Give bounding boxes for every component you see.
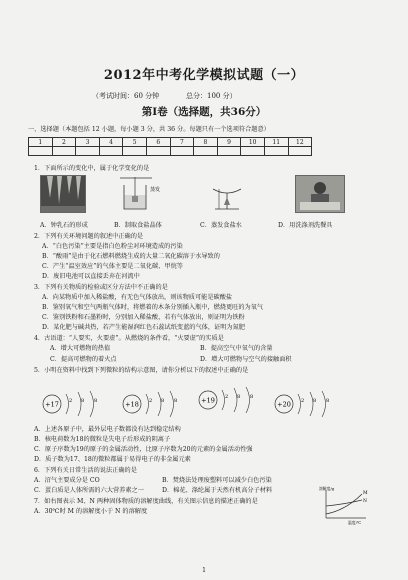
shell-electrons: 2 [225,394,229,400]
answer-number: 7 [170,138,194,147]
answer-blank-row [29,147,312,156]
question-2-stem: 2．下列有关环境问题的叙述中正确的是 [34,233,144,240]
answer-number-row [29,138,312,147]
question-1-stem: 1．下面所示的变化中，属于化学变化的是 [34,165,150,172]
q1-option-b: B．制取食盐晶体 [114,222,162,229]
question-7-stem: 7．如右图表示 M、N 两种固体物质的溶解度曲线，有关图示信息的描述正确的是 [34,498,258,505]
q6-option-a: A．沼气主要成分是 CO [34,477,100,484]
nucleus-charge: +20 [277,400,291,409]
atom-diagram-18 [120,388,190,420]
q4-option-b: B．提高空气中氧气的含量 [200,345,273,352]
stalactite-photo [40,175,86,213]
y-axis-label: 溶解度/g [319,486,335,491]
page-number: 1 [202,567,206,574]
answer-cell[interactable] [194,147,218,156]
shell-electrons: 8 [174,398,178,404]
shell-electrons: 8 [250,394,254,400]
q5-option-a: A．上述各原子中，最外层电子数都没有达到稳定结构 [34,426,181,433]
q3-option-b: B．鉴别氧气和空气两瓶气体时，将燃着的木条分别插入瓶中，燃烧更旺的为氧气 [42,304,264,311]
exam-time: （考试时间：60 分钟 [92,92,160,100]
q1-option-d: D．用洗涤剂洗餐具 [278,222,333,229]
atom-diagram-20 [272,388,342,420]
svg-text:蒸发: 蒸发 [150,187,161,193]
question-6-stem: 6．下列有关日常生活的说法正确的是 [34,467,137,474]
shell-electrons: 2 [301,398,305,404]
shell-electrons: 8 [94,398,98,404]
total-score: 总分：100 分） [186,92,237,100]
q6-option-b: B．焚烧法处理废塑料可以减少白色污染 [162,477,272,484]
answer-cell[interactable] [241,147,265,156]
q2-option-a: A．“白色污染”主要是指白色粉尘对环境造成的污染 [42,243,183,250]
curve-n [326,500,362,506]
shell-electrons: 8 [237,394,241,400]
q3-option-d: D．某化肥与碱共热，若产生能湿润红色石蕊试纸变蓝的气体，证明为氮肥 [42,324,245,331]
salt-crystal-apparatus [116,175,168,213]
answer-number: 4 [99,138,123,147]
answer-number: 9 [217,138,241,147]
x-axis-label: 温度/℃ [348,520,362,525]
answer-cell[interactable] [288,147,312,156]
answer-number: 12 [288,138,312,147]
answer-cell[interactable] [146,147,170,156]
answer-number: 3 [76,138,100,147]
shell-electrons: 8 [326,398,330,404]
q2-option-b: B．“酸雨”是由于化石燃料燃烧生成的大量二氧化碳溶于水导致的 [42,253,220,260]
q1-option-c: C．蒸发食盐水 [200,222,242,229]
q7-option-a: A．30℃时 M 的溶解度小于 N 的溶解度 [34,508,148,515]
q3-option-c: C．鉴别铁粉和石墨粉时，分别加入稀盐酸，若有气体放出，则证明为铁粉 [42,314,245,321]
nucleus-charge: +19 [201,396,215,405]
page-title: 2012年中考化学模拟试题（一） [103,68,305,83]
shell-electrons: 2 [69,398,73,404]
answer-table [28,137,312,156]
answer-cell[interactable] [52,147,76,156]
shell-electrons: 8 [161,398,165,404]
answer-number: 10 [241,138,265,147]
answer-cell[interactable] [170,147,194,156]
shell-electrons: 8 [313,398,317,404]
q5-option-b: B．核电荷数为18的微粒是失电子后形成的阴离子 [34,436,171,443]
curve-label-n: N [363,499,367,504]
q4-option-c: C．提高可燃物的着火点 [50,356,117,363]
nucleus-charge: +18 [125,400,139,409]
answer-number: 8 [194,138,218,147]
answer-number: 1 [29,138,53,147]
answer-cell[interactable] [76,147,100,156]
evaporation-apparatus [205,175,249,213]
answer-number: 2 [52,138,76,147]
q4-option-d: D．增大可燃物与空气的接触面积 [200,356,292,363]
q6-option-c: C．蛋白质是人体所需的六大营养素之一 [34,487,144,494]
answer-cell[interactable] [99,147,123,156]
answer-number: 5 [123,138,147,147]
shell-electrons: 8 [81,398,85,404]
atom-diagram-19 [196,384,266,416]
q2-option-d: D．废旧电池可以直接丢弃在河流中 [42,273,140,280]
question-5-stem: 5．小明在资料中找到下列微粒的结构示意图，请你分析以下的叙述中正确的是 [34,367,249,374]
q6-option-d: D．棉花、涤纶属于天然有机高分子材料 [162,487,273,494]
q4-option-a: A．增大可燃物的热值 [50,345,111,352]
curve-label-m: M [363,491,368,496]
q2-option-c: C．产生“温室效应”的气体主要是二氧化碳、甲烷等 [42,263,183,270]
answer-cell[interactable] [217,147,241,156]
q3-option-a: A．向某物质中加入稀盐酸，有无色气体放出，则该物质可能是碳酸盐 [42,294,233,301]
question-4-stem: 4．古语道：“人要实，火要虚”。从燃烧的条件看，“火要虚”的实质是 [34,335,224,342]
dishwashing-photo [295,175,345,213]
answer-cell[interactable] [123,147,147,156]
atom-diagram-17 [40,388,110,420]
answer-cell[interactable] [29,147,53,156]
answer-number: 6 [146,138,170,147]
answer-cell[interactable] [264,147,288,156]
answer-number: 11 [264,138,288,147]
question-3-stem: 3．下列有关物质的检验或区分方法中不正确的是 [34,284,168,291]
q5-option-c: C．原子序数为19的原子的金属活动性，比原子序数为20的元素的金属活动性强 [34,446,253,453]
q5-option-d: D．质子数为17、18的微粒都属于易得电子的非金属元素 [34,456,191,463]
section-title: 第Ⅰ卷（选择题，共36分） [141,106,267,118]
nucleus-charge: +17 [45,400,59,409]
choice-instruction: 一、选择题（本题包括 12 小题，每小题 3 分，共 36 分。每题只有一个选项符合题意） [28,126,270,133]
q1-option-a: A．钟乳石的形成 [40,222,88,229]
shell-electrons: 2 [149,398,153,404]
solubility-curve-diagram [318,486,370,526]
